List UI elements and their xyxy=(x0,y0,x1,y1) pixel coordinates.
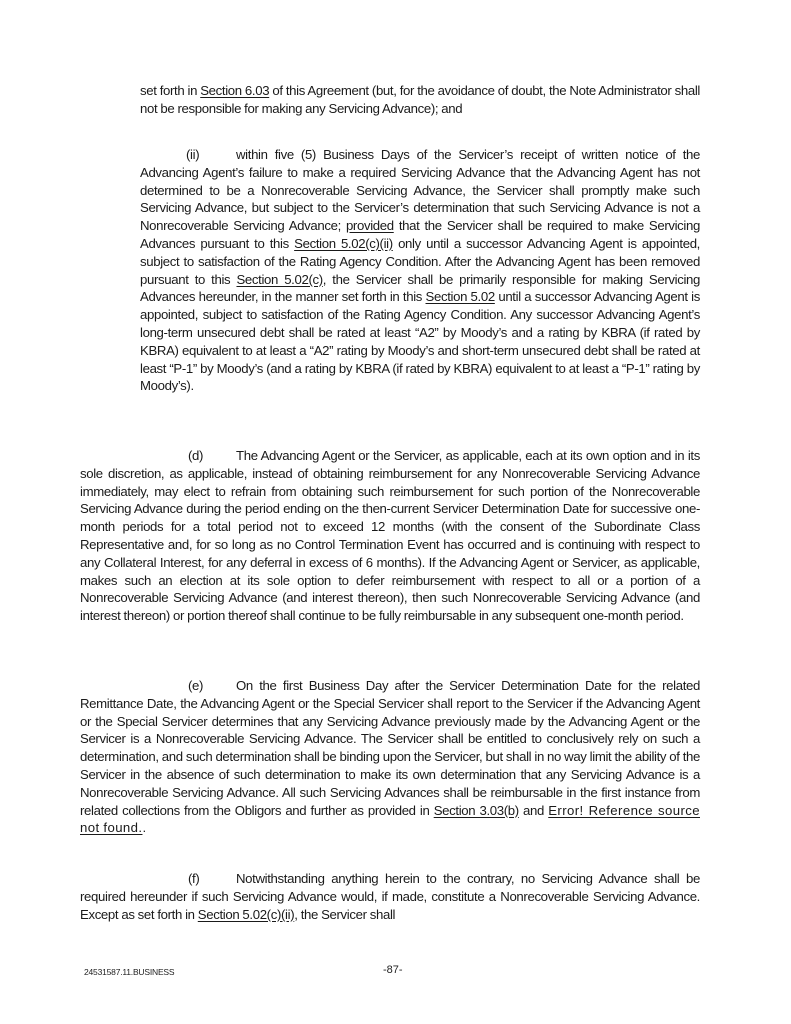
clause-label-f: (f) xyxy=(188,871,200,886)
text-run: within five (5) Business Days of the Servicer’s receipt of written notice of the Advancing Agent’s failure to make a required Servicing Advance that the Advancing Agent has not determined to be a Nonrecoverable Servicing Advance, the Servicer shall promptly make such Servicing Advance, but subject to the Servicer’s determination that such Servicing Advance is not a Nonrecoverable Servicing Advance; xyxy=(140,147,700,234)
text-run: of this Agreement (but, for the avoidance of doubt, the Note Administrator shall not be responsible for making any Servicing Advance); and xyxy=(140,83,700,116)
text-run: , the Servicer shall be primarily responsible for making Servicing Advances hereunder, in the manner set forth in this xyxy=(140,271,700,305)
section-5-02-c-ii-reference[interactable]: Section 5.02(c)(ii) xyxy=(294,235,393,251)
section-5-02-c-reference[interactable]: Section 5.02(c) xyxy=(236,271,323,287)
footer-page-number: -87- xyxy=(383,964,403,976)
clause-label-ii: (ii) xyxy=(186,147,200,162)
paragraph-f xyxy=(80,870,700,923)
section-5-02-reference[interactable]: Section 5.02 xyxy=(425,289,495,305)
text-run: , the Servicer shall xyxy=(294,906,396,922)
broken-reference-error[interactable]: Error! Reference source not found. xyxy=(80,802,700,836)
clause-label-e: (e) xyxy=(188,678,204,693)
clause-label-d: (d) xyxy=(188,448,204,463)
text-run: . xyxy=(142,820,146,836)
text-run: Notwithstanding anything herein to the contrary, no Servicing Advance shall be required hereunder if such Servicing Advance would, if made, constitute a Nonrecoverable Servicing Advance. Except as set forth in xyxy=(80,871,700,922)
paragraph-i-continuation xyxy=(140,82,700,118)
text-run: The Advancing Agent or the Servicer, as applicable, each at its own option and in its sole discretion, as applicable, instead of obtaining reimbursement for any Nonrecoverable Servicing Advance immediately, may elect to refrain from obtaining such reimbursement for such portion of the Nonrecoverable Servicing Advance during the period ending on the then-current Servicer Determination Date for successive one-month periods for a total period not to exceed 12 months (with the consent of the Subordinate Class Representative and, for so long as no Control Termination Event has occurred and is continuing with respect to any Collateral Interest, for any deferral in excess of 6 months). If the Advancing Agent or Servicer, as applicable, makes such an election at its sole option to defer reimbursement with respect to all or a portion of a Nonrecoverable Servicing Advance (and interest thereon), then such Nonrecoverable Servicing Advance (and interest thereon) or portion thereof shall continue to be fully reimbursable in any subsequent one-month period. xyxy=(80,448,700,624)
footer-document-id: 24531587.11.BUSINESS xyxy=(84,967,175,977)
text-run: that the Servicer shall be required to make Servicing Advances pursuant to this xyxy=(140,218,700,251)
text-run: only until a successor Advancing Agent is appointed, subject to satisfaction of the Rating Agency Condition. After the Advancing Agent has been removed pursuant to this xyxy=(140,235,700,287)
text-run: until a successor Advancing Agent is appointed, subject to satisfaction of the Rating Agency Condition. Any successor Advancing Agent’s long-term unsecured debt shall be rated at least “A2” by Moody’s and a rating by KBRA (if rated by KBRA) equivalent to at least a “A2” rating by Moody’s and short-term unsecured debt shall be rated at least “P-1” by Moody’s (and a rating by KBRA (if rated by KBRA) equivalent to at least a “P-1” rating by Moody’s). xyxy=(140,289,700,394)
text-run: set forth in xyxy=(140,83,201,98)
provided-term: provided xyxy=(345,218,394,234)
text-run: and xyxy=(518,802,549,818)
text-run: On the first Business Day after the Servicer Determination Date for the related Remittance Date, the Advancing Agent or the Special Servicer shall report to the Servicer if the Advancing Agent or the Special Servicer determines that any Servicing Advance previously made by the Advancing Agent or the Servicer is a Nonrecoverable Servicing Advance. The Servicer shall be entitled to conclusively rely on such a determination, and such determination shall be binding upon the Servicer, but shall in no way limit the ability of the Servicer in the absence of such determination to make its own determination that any Servicing Advance is a Nonrecoverable Servicing Advance. All such Servicing Advances shall be reimbursable in the first instance from related collections from the Obligors and further as provided in xyxy=(80,678,700,818)
paragraph-ii xyxy=(140,146,700,395)
paragraph-d xyxy=(80,447,700,625)
section-6-03-reference[interactable]: Section 6.03 xyxy=(200,83,270,98)
section-3-03-b-reference[interactable]: Section 3.03(b) xyxy=(433,802,519,818)
paragraph-e xyxy=(80,677,700,837)
section-5-02-c-ii-reference[interactable]: Section 5.02(c)(ii) xyxy=(197,906,295,922)
